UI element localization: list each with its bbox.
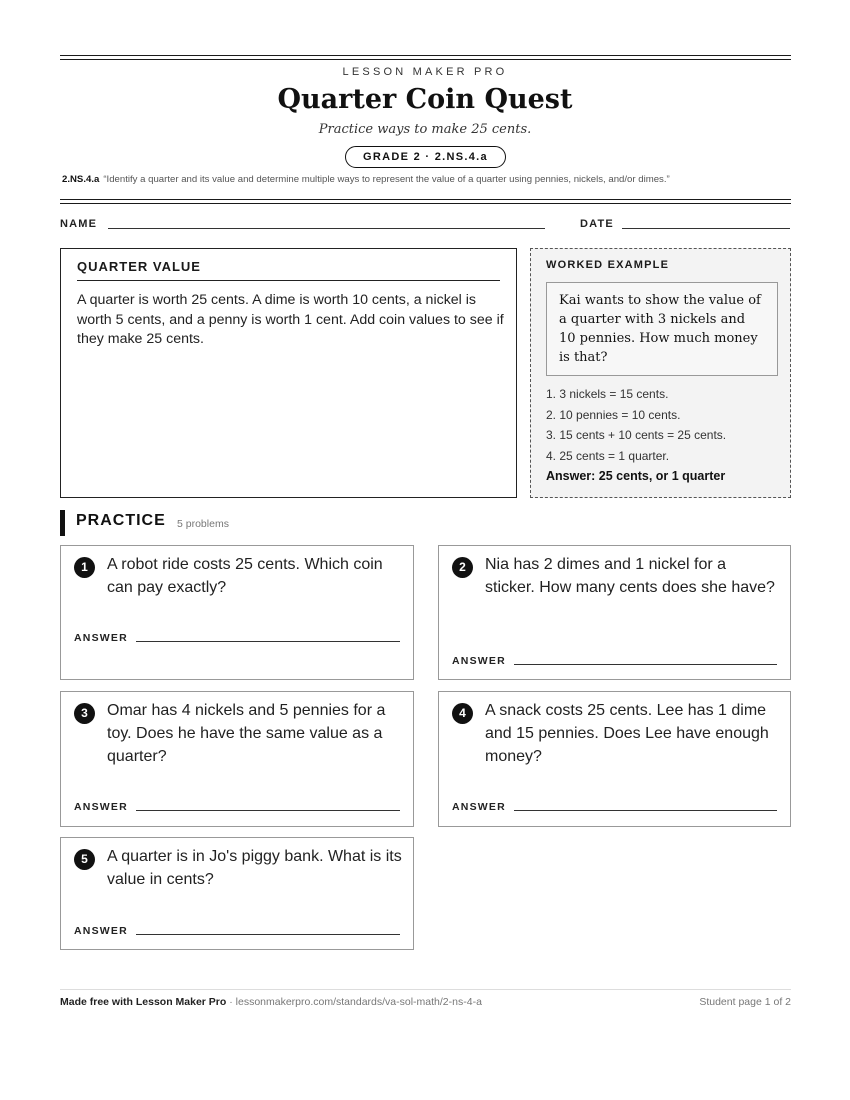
problem-text: Omar has 4 nickels and 5 pennies for a toy. Does he have the same value as a quarter? — [107, 702, 386, 765]
footer-url[interactable]: · lessonmakerpro.com/standards/va-sol-math/2-ns-4-a — [226, 996, 482, 1008]
footer-rule — [60, 989, 791, 990]
date-label: DATE — [580, 218, 614, 230]
name-field[interactable] — [108, 228, 545, 229]
answer-field[interactable] — [136, 810, 400, 811]
answer-field[interactable] — [136, 641, 400, 642]
problem-number: 5 — [74, 849, 95, 870]
footer-credit — [60, 996, 482, 1008]
worked-example-steps — [546, 384, 786, 466]
standard-line — [62, 174, 802, 185]
page-title: Quarter Coin Quest — [277, 84, 573, 115]
answer-label: ANSWER — [74, 925, 128, 937]
worked-example-step: 4. 25 cents = 1 quarter. — [546, 448, 670, 463]
problem-card-4 — [438, 691, 791, 827]
quarter-value-text: A quarter is worth 25 cents. A dime is worth 10 cents, a nickel is worth 5 cents, and a penny is worth 1 cent. Add coin values to see if they make 25 cents. — [77, 292, 504, 347]
worked-example-answer: Answer: 25 cents, or 1 quarter — [546, 469, 726, 483]
problem-number: 3 — [74, 703, 95, 724]
grade-badge: GRADE 2 · 2.NS.4.a — [345, 146, 506, 168]
problem-card-1 — [60, 545, 414, 680]
quarter-value-panel — [60, 248, 517, 498]
practice-heading: PRACTICE — [76, 512, 166, 529]
answer-label: ANSWER — [452, 801, 506, 813]
top-rule-2 — [60, 59, 791, 60]
standard-text: “Identify a quarter and its value and determine multiple ways to represent the value of a quarter using pennies, nickels, and/or dimes.” — [103, 174, 670, 185]
worked-example-panel — [530, 248, 791, 498]
problem-number: 1 — [74, 557, 95, 578]
page-subtitle: Practice ways to make 25 cents. — [318, 122, 532, 137]
worked-example-step: 2. 10 pennies = 10 cents. — [546, 407, 681, 422]
answer-label: ANSWER — [452, 655, 506, 667]
answer-label: ANSWER — [74, 632, 128, 644]
top-rule-1 — [60, 55, 791, 56]
name-label: NAME — [60, 218, 98, 230]
problem-text: A robot ride costs 25 cents. Which coin can pay exactly? — [107, 556, 383, 596]
brand-name: LESSON MAKER PRO — [342, 66, 508, 78]
practice-count: 5 problems — [177, 518, 229, 530]
footer-made-with: Made free with Lesson Maker Pro — [60, 996, 227, 1008]
worked-example-heading: WORKED EXAMPLE — [546, 259, 670, 271]
answer-field[interactable] — [136, 934, 400, 935]
header-rule-1 — [60, 199, 791, 200]
problem-text: Nia has 2 dimes and 1 nickel for a sticker. How many cents does she have? — [485, 556, 775, 596]
problem-text: A snack costs 25 cents. Lee has 1 dime and 15 pennies. Does Lee have enough money? — [485, 702, 769, 765]
problem-card-3 — [60, 691, 414, 827]
problem-card-5 — [60, 837, 414, 950]
problem-card-2 — [438, 545, 791, 680]
standard-code: 2.NS.4.a — [62, 174, 100, 185]
date-field[interactable] — [622, 228, 790, 229]
footer-page-number: Student page 1 of 2 — [699, 996, 791, 1008]
problem-number: 4 — [452, 703, 473, 724]
answer-field[interactable] — [514, 810, 777, 811]
header-rule-2 — [60, 203, 791, 204]
answer-label: ANSWER — [74, 801, 128, 813]
quarter-value-heading: QUARTER VALUE — [77, 259, 500, 281]
problem-text: A quarter is in Jo's piggy bank. What is its value in cents? — [107, 848, 402, 888]
problem-number: 2 — [452, 557, 473, 578]
answer-field[interactable] — [514, 664, 777, 665]
worked-example-step: 3. 15 cents + 10 cents = 25 cents. — [546, 428, 727, 442]
practice-accent-bar — [60, 510, 65, 536]
worked-example-question: Kai wants to show the value of a quarter with 3 nickels and 10 pennies. How much money is that? — [546, 282, 778, 376]
worked-example-step: 1. 3 nickels = 15 cents. — [546, 387, 669, 401]
